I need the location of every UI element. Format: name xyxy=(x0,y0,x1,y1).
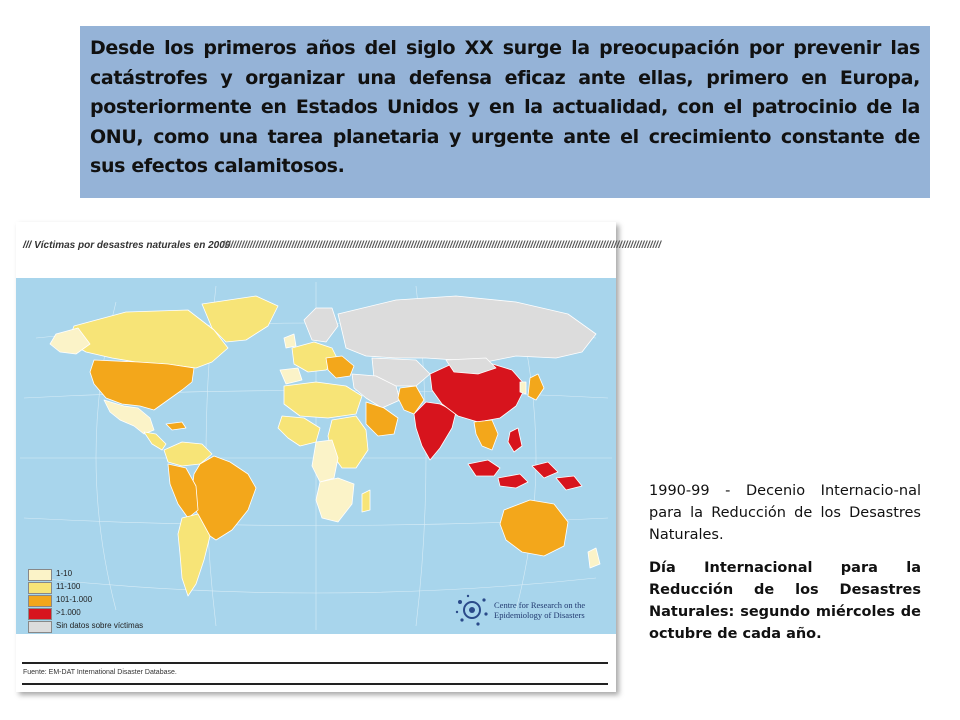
region-russia xyxy=(338,296,596,362)
footer-rule xyxy=(22,662,608,664)
region-scandinavia xyxy=(304,308,338,342)
cred-credit-line2: Epidemiology of Disasters xyxy=(494,610,585,620)
cred-credit-line1: Centre for Research on the xyxy=(494,600,586,610)
region-caribbean xyxy=(166,422,186,430)
region-canada xyxy=(68,310,228,368)
legend-item xyxy=(28,581,168,594)
legend-item xyxy=(28,620,168,633)
legend-label: 101-1.000 xyxy=(56,595,93,604)
intro-text: Desde los primeros años del siglo XX surge la preocupación por prevenir las catástrofes y organizar una defensa eficaz ante ellas, primero en Europa, posteriormente en Estados Unidos y en la actualidad, con el patrocinio de la ONU, como una tarea planetaria y urgente ante el crecimiento constante de sus efectos calamitosos. xyxy=(90,37,920,177)
legend-label: >1.000 xyxy=(56,608,81,617)
region-peru-bolivia xyxy=(168,464,198,518)
region-saudi-arabia xyxy=(366,402,398,436)
cred-credit xyxy=(494,600,585,620)
international-day-text: Día Internacional para la Reducción de los Desastres Naturales: segundo miércoles de octubre de cada año. xyxy=(649,560,921,642)
legend-label: 1-10 xyxy=(56,569,73,578)
region-iberia xyxy=(280,368,302,384)
region-japan xyxy=(528,374,544,400)
region-indonesia xyxy=(468,460,558,488)
disaster-victims-map-figure xyxy=(16,222,661,692)
legend-label: 11-100 xyxy=(56,582,81,591)
map-source: Fuente: EM-DAT International Disaster Database. xyxy=(23,669,177,676)
region-australia xyxy=(500,500,568,556)
cred-logo-icon xyxy=(454,592,490,628)
region-new-zealand xyxy=(588,548,600,568)
legend-swatch xyxy=(28,582,52,594)
region-india xyxy=(414,402,456,460)
legend-swatch xyxy=(28,608,52,620)
region-indochina xyxy=(474,420,498,450)
region-madagascar xyxy=(362,490,370,512)
map-title-bar xyxy=(16,222,661,278)
map-title: /// Víctimas por desastres naturales en 2009 xyxy=(23,240,231,251)
region-north-africa xyxy=(284,382,362,418)
legend-item xyxy=(28,607,168,620)
region-papua xyxy=(556,476,582,490)
region-central-america xyxy=(144,432,166,450)
legend-swatch xyxy=(28,621,52,633)
region-italy-balkans xyxy=(326,356,354,378)
region-philippines xyxy=(508,428,522,452)
footer-rule xyxy=(22,683,608,685)
legend-label: Sin datos sobre víctimas xyxy=(56,621,144,630)
legend-swatch xyxy=(28,595,52,607)
region-uk xyxy=(284,334,296,348)
map-legend xyxy=(28,568,168,633)
region-southern-africa xyxy=(316,478,354,522)
legend-swatch xyxy=(28,569,52,581)
region-west-africa xyxy=(278,416,320,446)
region-korea xyxy=(520,382,526,394)
map-title-decoration: ////////////////////////////////////////////////////////////////////////////////////////////////////////////////////////////////////////////////////////////// xyxy=(222,240,661,251)
side-note xyxy=(649,480,921,645)
intro-box xyxy=(80,26,930,198)
legend-item xyxy=(28,594,168,607)
decade-text: 1990-99 - Decenio Internacio-nal para la Reducción de los Desastres Naturales. xyxy=(649,483,921,543)
legend-item xyxy=(28,568,168,581)
